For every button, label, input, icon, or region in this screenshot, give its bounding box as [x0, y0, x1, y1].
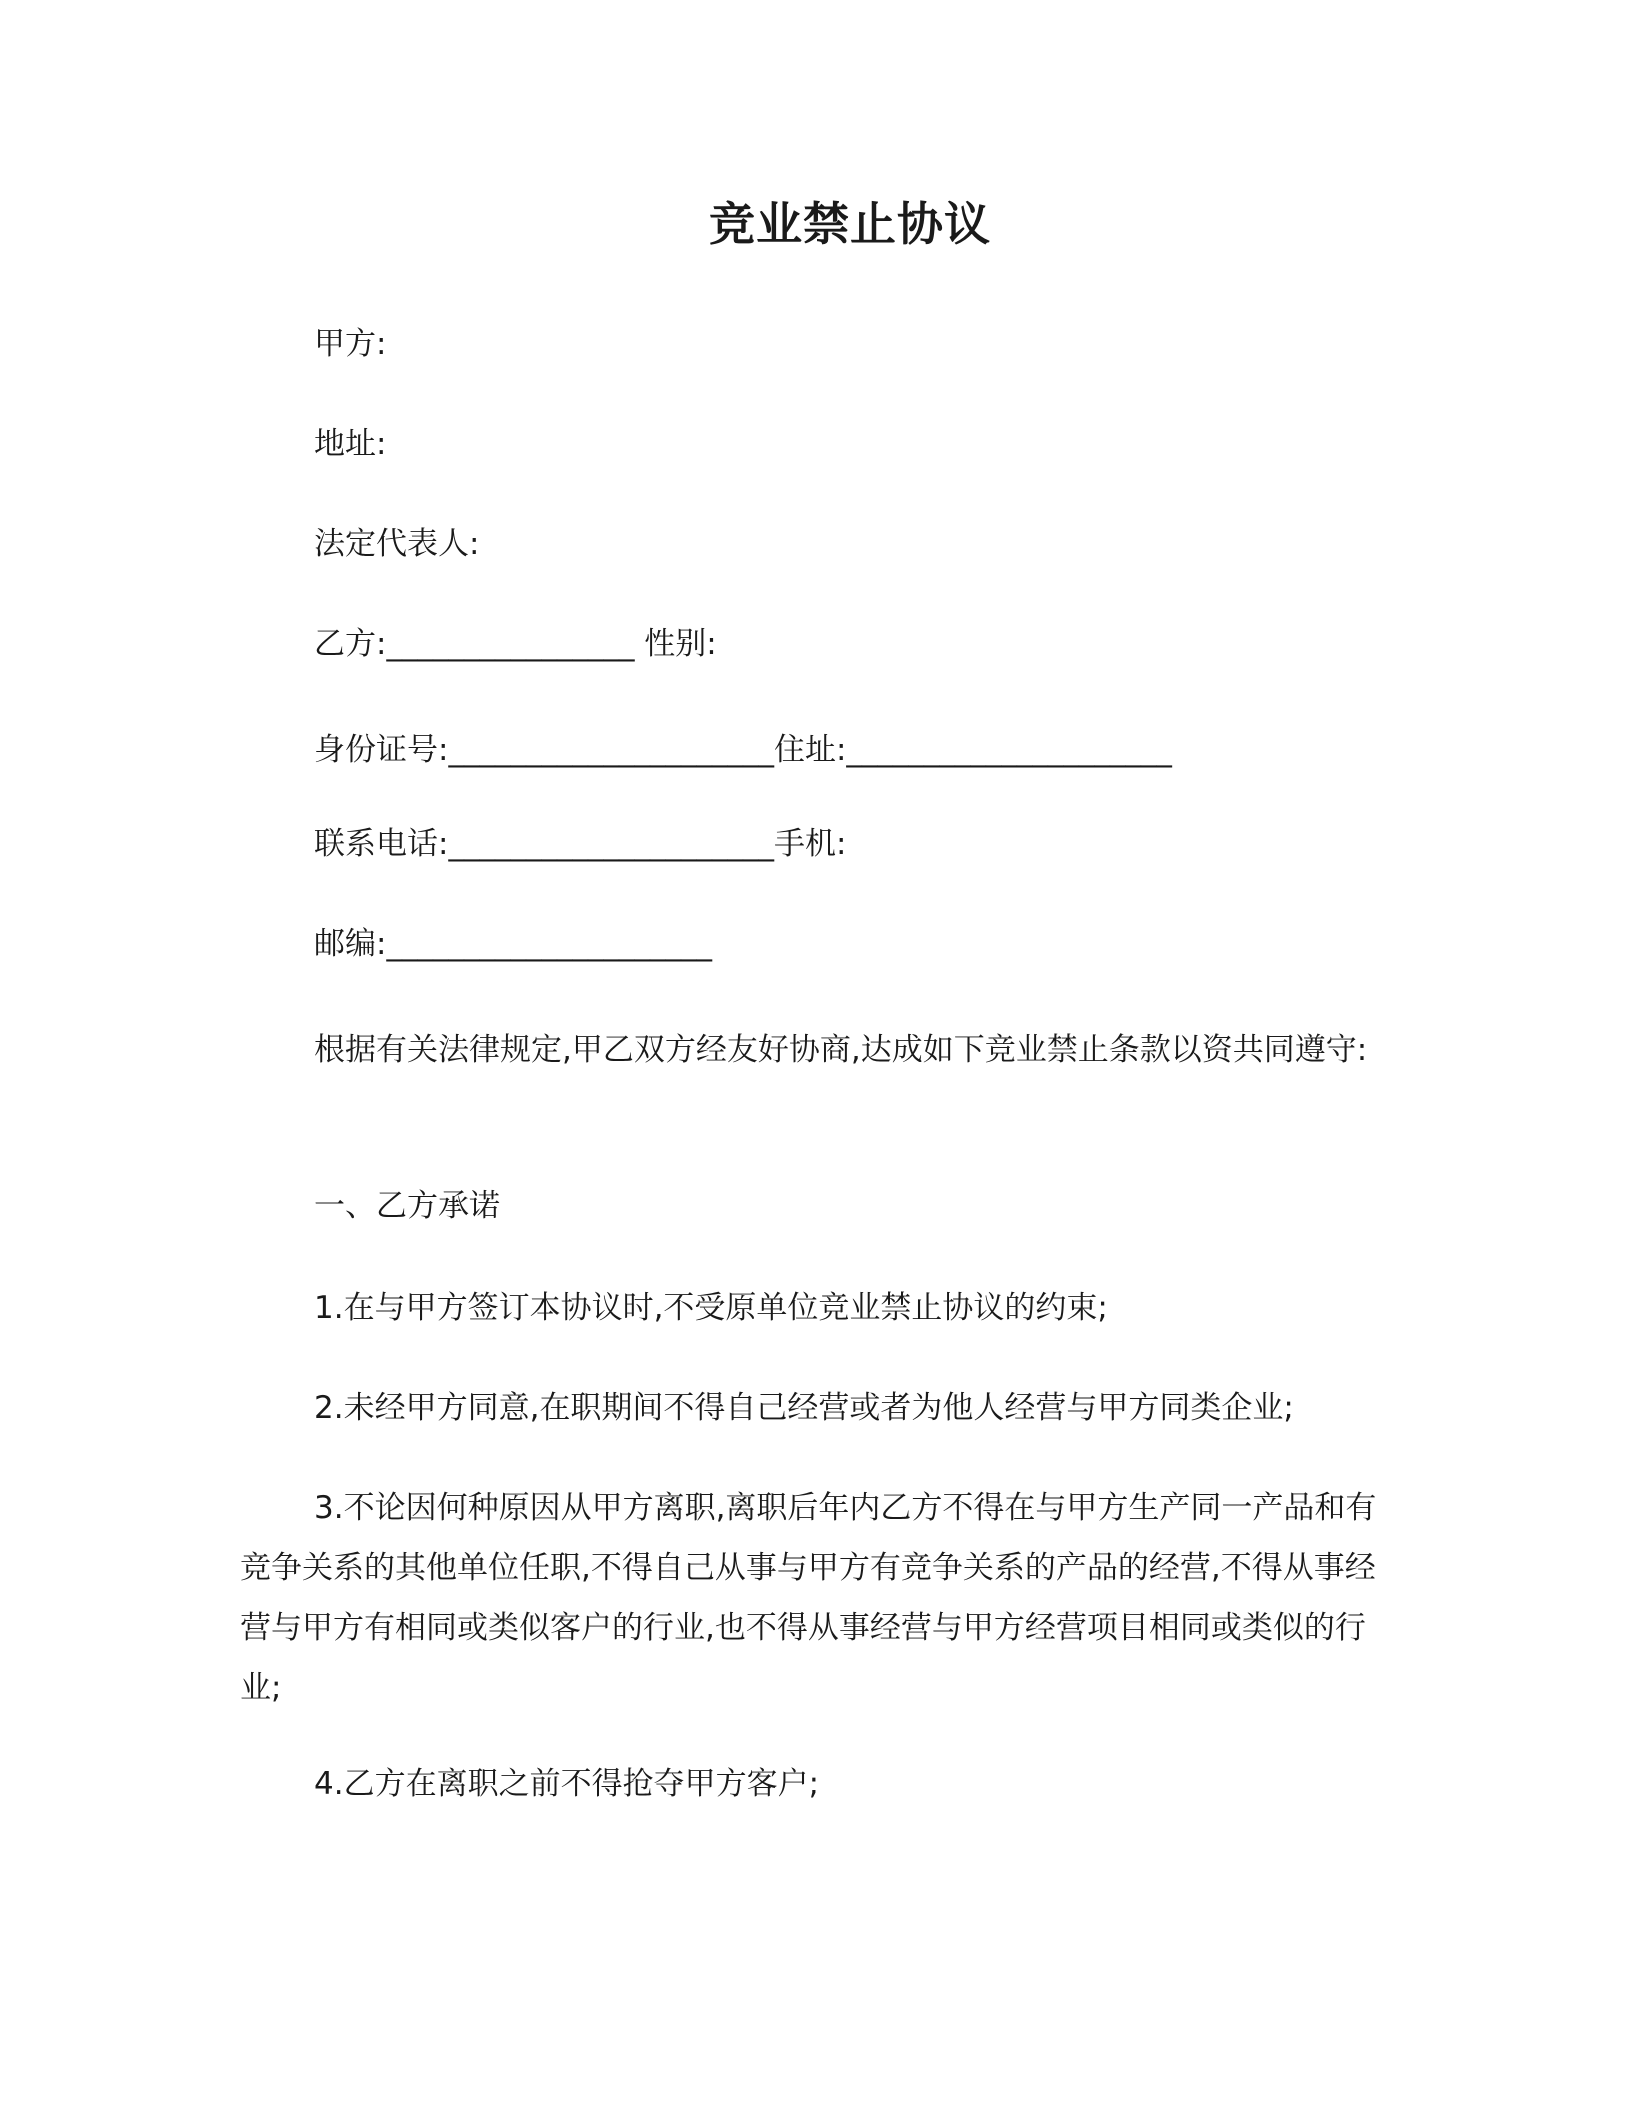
postcode-field: 邮编:_____________________ [314, 926, 712, 962]
document-title: 竞业禁止协议 [709, 197, 991, 251]
legal-representative-field: 法定代表人: [314, 526, 480, 562]
phone-mobile-field: 联系电话:_____________________手机: [314, 826, 847, 862]
clause-2: 2.未经甲方同意,在职期间不得自己经营或者为他人经营与甲方同类企业; [314, 1390, 1294, 1426]
intro-text: 根据有关法律规定,甲乙双方经友好协商,达成如下竞业禁止条款以资共同遵守: [314, 1032, 1368, 1068]
address-field: 地址: [314, 426, 387, 462]
party-b-gender-field: 乙方:________________ 性别: [314, 626, 717, 662]
party-a-field: 甲方: [314, 326, 387, 362]
clause-3: 3.不论因何种原因从甲方离职,离职后年内乙方不得在与甲方生产同一产品和有竞争关系的其他单位任职,不得自己从事与甲方有竞争关系的产品的经营,不得从事经营与甲方有相同或类似客户的行业,也不得从事经营与甲方经营项目相同或类似的行业; [240, 1490, 1377, 1706]
section-heading: 一、乙方承诺 [314, 1188, 500, 1224]
clause-1: 1.在与甲方签订本协议时,不受原单位竞业禁止协议的约束; [314, 1290, 1108, 1326]
clause-4: 4.乙方在离职之前不得抢夺甲方客户; [314, 1766, 820, 1802]
intro-paragraph [240, 1020, 1390, 1080]
clause-3-paragraph [240, 1478, 1390, 1718]
id-address-field: 身份证号:_____________________住址:_____________________ [314, 732, 1172, 768]
